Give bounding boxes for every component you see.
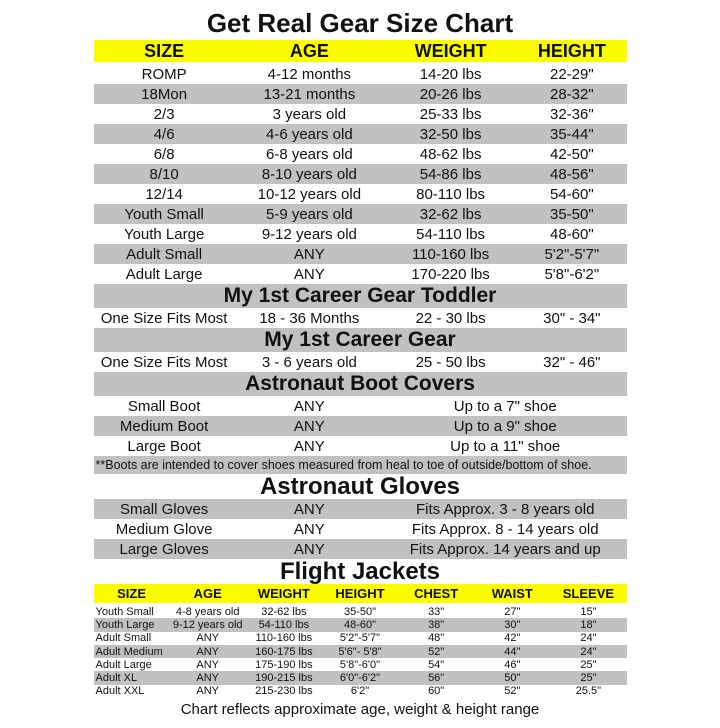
- cell-size: Adult XL: [95, 672, 138, 685]
- table-row: [94, 224, 627, 244]
- section-header-boot-covers: Astronaut Boot Covers: [94, 372, 627, 396]
- cell-height: 48-60": [343, 618, 377, 631]
- cell-size: 12/14: [145, 185, 183, 203]
- cell-height: 30" - 34": [543, 309, 601, 327]
- cell-chest: 38": [428, 618, 445, 631]
- table-row: [94, 499, 627, 519]
- cell-size: Youth Large: [95, 618, 155, 631]
- header-cell-age: AGE: [289, 40, 329, 61]
- table-row: [94, 124, 627, 144]
- cell-sleeve: 18": [580, 618, 597, 631]
- table-row: [94, 539, 627, 559]
- header-cell-chest: CHEST: [414, 586, 459, 601]
- cell-item: Medium Glove: [115, 520, 213, 538]
- cell-age: ANY: [293, 265, 325, 283]
- cell-weight: 54-110 lbs: [258, 618, 310, 631]
- section-header-toddler: My 1st Career Gear Toddler: [94, 284, 627, 308]
- cell-size: Adult Small: [95, 632, 152, 645]
- table-row: [94, 144, 627, 164]
- cell-size: Adult Medium: [95, 645, 163, 658]
- cell-age: 4-8 years old: [175, 605, 240, 618]
- cell-fit: Up to a 9" shoe: [453, 417, 557, 435]
- header-cell-sleeve: SLEEVE: [562, 586, 615, 601]
- cell-height: 22-29": [549, 65, 594, 83]
- flight-row: [94, 605, 627, 618]
- cell-waist: 44": [504, 645, 521, 658]
- cell-weight: 14-20 lbs: [419, 65, 482, 83]
- cell-age: ANY: [293, 437, 325, 455]
- cell-age: 5-9 years old: [265, 205, 353, 223]
- cell-age: 3 - 6 years old: [261, 353, 357, 371]
- cell-size: One Size Fits Most: [100, 353, 228, 371]
- cell-height: 28-32": [549, 85, 594, 103]
- header-cell-size: SIZE: [144, 40, 185, 61]
- cell-fit: Up to a 11" shoe: [450, 437, 561, 455]
- cell-height: 48-56": [549, 165, 594, 183]
- table-row: [94, 264, 627, 284]
- flight-row: [94, 632, 627, 645]
- cell-weight: 32-62 lbs: [419, 205, 482, 223]
- cell-age: 9-12 years old: [261, 225, 357, 243]
- cell-weight: 175-190 lbs: [255, 658, 313, 671]
- cell-age: 8-10 years old: [261, 165, 357, 183]
- cell-height: 35-50": [549, 205, 594, 223]
- cell-waist: 42": [504, 632, 521, 645]
- cell-weight: 32-62 lbs: [261, 605, 307, 618]
- cell-sleeve: 25": [580, 672, 597, 685]
- cell-age: ANY: [293, 540, 325, 558]
- cell-height: 48-60": [549, 225, 594, 243]
- cell-chest: 52": [428, 645, 445, 658]
- page-title: Get Real Gear Size Chart: [206, 8, 514, 38]
- cell-age: ANY: [196, 645, 220, 658]
- cell-age: 9-12 years old: [172, 618, 243, 631]
- cell-weight: 110-160 lbs: [411, 245, 490, 263]
- cell-size: One Size Fits Most: [100, 309, 228, 327]
- cell-height: 5'8"-6'2": [544, 265, 600, 283]
- cell-weight: 160-175 lbs: [255, 645, 313, 658]
- cell-item: Large Boot: [127, 437, 201, 455]
- cell-size: Youth Large: [123, 225, 205, 243]
- cell-sleeve: 24": [580, 632, 597, 645]
- flight-row: [94, 685, 627, 698]
- cell-age: ANY: [293, 417, 325, 435]
- cell-fit: Up to a 7" shoe: [453, 397, 557, 415]
- cell-age: ANY: [196, 685, 220, 698]
- cell-chest: 48": [428, 632, 445, 645]
- cell-weight: 25-33 lbs: [419, 105, 482, 123]
- header-cell-height: HEIGHT: [335, 586, 385, 601]
- cell-fit: Fits Approx. 3 - 8 years old: [416, 500, 595, 518]
- cell-size: 6/8: [153, 145, 175, 163]
- cell-height: 6'0"-6'2": [339, 672, 381, 685]
- table-row: [94, 396, 627, 416]
- header-cell-waist: WAIST: [491, 586, 533, 601]
- cell-weight: 25 - 50 lbs: [415, 353, 486, 371]
- cell-height: 32-36": [549, 105, 594, 123]
- flight-table-header: [94, 584, 627, 603]
- cell-height: 35-50": [343, 605, 377, 618]
- flight-row: [94, 618, 627, 631]
- cell-age: 13-21 months: [263, 85, 356, 103]
- table-row: [94, 519, 627, 539]
- boots-note: **Boots are intended to cover shoes measured from heal to toe of outside/bottom of shoe.: [94, 456, 627, 474]
- cell-weight: 110-160 lbs: [255, 632, 313, 645]
- cell-height: 54-60": [549, 185, 594, 203]
- cell-size: Adult XXL: [95, 685, 145, 698]
- cell-weight: 22 - 30 lbs: [415, 309, 486, 327]
- header-cell-height: HEIGHT: [537, 40, 606, 61]
- table-row: [94, 352, 627, 372]
- cell-waist: 46": [504, 658, 521, 671]
- table-row: [94, 84, 627, 104]
- cell-waist: 27": [504, 605, 521, 618]
- cell-height: 42-50": [549, 145, 594, 163]
- cell-weight: 20-26 lbs: [419, 85, 482, 103]
- cell-age: 6-8 years old: [265, 145, 353, 163]
- cell-chest: 33": [428, 605, 445, 618]
- cell-sleeve: 25.5": [575, 685, 602, 698]
- header-cell-weight: WEIGHT: [414, 40, 487, 61]
- cell-age: ANY: [196, 672, 220, 685]
- cell-waist: 52": [504, 685, 521, 698]
- cell-size: Adult Large: [125, 265, 203, 283]
- footer-note: Chart reflects approximate age, weight & height range: [180, 701, 540, 719]
- cell-age: ANY: [196, 658, 220, 671]
- cell-waist: 30": [504, 618, 521, 631]
- cell-age: 4-12 months: [267, 65, 352, 83]
- main-table-header: [94, 40, 627, 62]
- table-row: [94, 416, 627, 436]
- cell-weight: 170-220 lbs: [411, 265, 490, 283]
- table-row: [94, 308, 627, 328]
- cell-fit: Fits Approx. 14 years and up: [409, 540, 601, 558]
- section-header-flight-jackets: Flight Jackets: [94, 559, 627, 584]
- cell-sleeve: 25": [580, 658, 597, 671]
- cell-age: 4-6 years old: [265, 125, 353, 143]
- table-row: [94, 244, 627, 264]
- cell-age: ANY: [293, 500, 325, 518]
- cell-size: Adult Large: [95, 658, 152, 671]
- size-chart-page: [0, 8, 720, 718]
- cell-item: Medium Boot: [119, 417, 209, 435]
- flight-row: [94, 671, 627, 684]
- cell-height: 5'8"-6'0": [339, 658, 381, 671]
- cell-height: 5'6"- 5'8": [338, 645, 382, 658]
- cell-size: Adult Small: [126, 245, 203, 263]
- cell-weight: 48-62 lbs: [419, 145, 482, 163]
- flight-row: [94, 658, 627, 671]
- cell-chest: 56": [428, 672, 445, 685]
- cell-weight: 54-110 lbs: [416, 225, 486, 243]
- cell-age: 18 - 36 Months: [259, 309, 360, 327]
- cell-weight: 54-86 lbs: [419, 165, 482, 183]
- cell-size: 2/3: [153, 105, 175, 123]
- cell-sleeve: 24": [580, 645, 597, 658]
- cell-size: Youth Small: [95, 605, 154, 618]
- cell-height: 35-44": [549, 125, 594, 143]
- cell-size: ROMP: [141, 65, 187, 83]
- section-header-gloves: Astronaut Gloves: [94, 474, 627, 499]
- cell-age: 3 years old: [272, 105, 347, 123]
- cell-height: 5'2"-5'7": [339, 632, 381, 645]
- table-row: [94, 164, 627, 184]
- table-row: [94, 64, 627, 84]
- header-cell-size: SIZE: [117, 586, 147, 601]
- cell-weight: 80-110 lbs: [416, 185, 486, 203]
- cell-item: Small Boot: [127, 397, 201, 415]
- cell-weight: 32-50 lbs: [419, 125, 482, 143]
- cell-fit: Fits Approx. 8 - 14 years old: [411, 520, 599, 538]
- cell-age: ANY: [293, 397, 325, 415]
- cell-size: 4/6: [153, 125, 175, 143]
- flight-row: [94, 645, 627, 658]
- size-chart-table: [94, 40, 627, 698]
- cell-age: ANY: [293, 520, 325, 538]
- header-cell-weight: WEIGHT: [257, 586, 310, 601]
- cell-size: Youth Small: [124, 205, 204, 223]
- cell-chest: 54": [428, 658, 445, 671]
- cell-weight: 190-215 lbs: [255, 672, 313, 685]
- cell-age: ANY: [196, 632, 220, 645]
- cell-waist: 50": [504, 672, 521, 685]
- cell-height: 6'2": [350, 685, 370, 698]
- header-cell-age: AGE: [193, 586, 222, 601]
- cell-size: 18Mon: [141, 85, 188, 103]
- cell-height: 32" - 46": [543, 353, 601, 371]
- cell-chest: 60": [428, 685, 445, 698]
- table-row: [94, 184, 627, 204]
- cell-item: Small Gloves: [119, 500, 209, 518]
- table-row: [94, 104, 627, 124]
- cell-weight: 215-230 lbs: [255, 685, 313, 698]
- table-row: [94, 204, 627, 224]
- cell-size: 8/10: [149, 165, 179, 183]
- cell-sleeve: 15": [580, 605, 597, 618]
- cell-height: 5'2"-5'7": [544, 245, 600, 263]
- cell-age: 10-12 years old: [257, 185, 362, 203]
- cell-age: ANY: [293, 245, 325, 263]
- cell-item: Large Gloves: [119, 540, 209, 558]
- section-header-career: My 1st Career Gear: [94, 328, 627, 352]
- table-row: [94, 436, 627, 456]
